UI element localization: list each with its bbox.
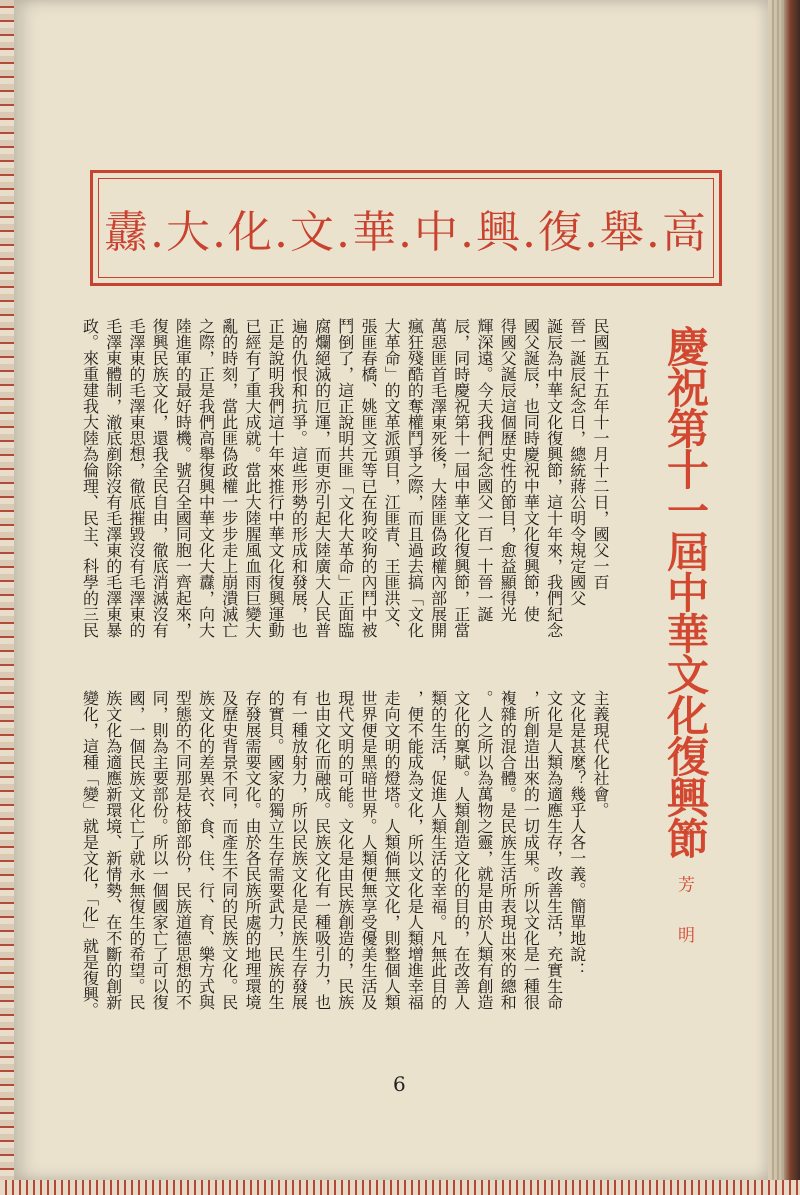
text-column: 得國父誕辰這個歷史性的節目，愈益顯得光 xyxy=(498,318,518,622)
text-column: 辰，同時慶祝第十一屆中華文化復興節，正當 xyxy=(451,318,471,638)
text-column: 已經有了重大成就。當此大陸腥風血雨巨變大 xyxy=(242,318,262,638)
text-column: 鬥倒了，這正說明共匪「文化大革命」正面臨 xyxy=(335,318,355,638)
text-column: 晉一誕辰紀念日，總統蔣公明令規定國父 xyxy=(567,318,587,606)
text-column: 也由文化而融成。民族文化有一種吸引力，也 xyxy=(312,690,332,1010)
text-column: 文化是人類為適應生存，改善生活，充實生命 xyxy=(544,690,564,1010)
text-column: 複雜的混合體。是民族生活所表現出來的總和 xyxy=(498,690,518,1010)
text-column: ，便不能成為文化，所以文化是人類增進幸福 xyxy=(405,690,425,1010)
text-column: 及歷史背景不同，而產生不同的民族文化。民 xyxy=(219,690,239,1010)
banner-frame xyxy=(90,170,722,286)
text-column: 毛澤東的毛澤東思想，徹底摧毀沒有毛澤東的 xyxy=(126,318,146,638)
article-body-bottom xyxy=(80,690,612,1050)
text-column: 走向文明的燈塔。人類倘無文化，則整個人類 xyxy=(382,690,402,1010)
text-column: 瘋狂殘酷的奪權鬥爭之際，而且過去搞「文化 xyxy=(405,318,425,638)
book-spine-left xyxy=(0,0,14,1195)
text-column: 現代文明的可能。文化是由民族創造的，民族 xyxy=(335,690,355,1010)
book-bottom-edge xyxy=(0,1180,800,1195)
text-column: 毛澤東體制，澈底剷除沒有毛澤東的毛澤東暴 xyxy=(103,318,123,638)
text-column: 輝深遠。今天我們紀念國父一百一十晉一誕 xyxy=(474,318,494,622)
page-edge-right xyxy=(768,0,800,1195)
text-column: 萬惡匪首毛澤東死後，大陸匪偽政權內部展開 xyxy=(428,318,448,638)
text-column: 主義現代化社會。 xyxy=(591,690,610,818)
text-column: 變化，這種「變」就是文化，「化」就是復興。 xyxy=(80,690,100,1018)
text-column: ，所創造出來的一切成果。所以文化是一種很 xyxy=(521,690,541,1010)
text-column: 國父誕辰，也同時慶祝中華文化復興節，使 xyxy=(521,318,541,622)
text-column: 文化的稟賦。人類創造文化的目的，在改善人 xyxy=(451,690,471,1010)
text-column: 之際，正是我們高舉復興中華文化大纛，向大 xyxy=(196,318,216,638)
text-column: 存發展需要文化。由於各民族所處的地理環境 xyxy=(242,690,262,1010)
text-column: 有一種放射力，所以民族文化是民族生存發展 xyxy=(289,690,309,1010)
text-column: 族文化的差異衣、食、住、行、育、樂方式與 xyxy=(196,690,216,1010)
text-columns-bottom xyxy=(78,690,612,1018)
text-column: 文化是甚麼？幾乎人各一義。簡單地說： xyxy=(567,690,587,978)
text-column: 的實貝。國家的獨立生存需要武力，民族的生 xyxy=(266,690,286,1010)
text-columns-top xyxy=(78,318,612,638)
text-column: 類的生活，促進人類生活的幸福。凡無此目的 xyxy=(428,690,448,1010)
text-column: 陸進軍的最好時機。號召全國同胞一齊起來， xyxy=(173,318,193,638)
text-column: 政。來重建我大陸為倫理、民主、科學的三民 xyxy=(80,318,100,638)
article-author: 季 芳 明 xyxy=(674,825,694,957)
text-column: 復興民族文化，還我全民自由，徹底消滅沒有 xyxy=(150,318,170,638)
article-body-top xyxy=(80,318,612,678)
text-column: 。人之所以為萬物之靈，就是由於人類有創造 xyxy=(474,690,494,1010)
text-column: 民國五十五年十一月十二日，國父一百 xyxy=(591,318,610,590)
text-column: 正是說明我們這十年來推行中華文化復興運動 xyxy=(266,318,286,638)
text-column: 大革命」的文革派頭目，江匪青、王匪洪文、 xyxy=(382,318,402,638)
banner-slogan: 高.舉.復.興.中.華.文.化.大.纛 xyxy=(104,207,708,258)
text-column: 世界便是黑暗世界。人類便無享受優美生活及 xyxy=(358,690,378,1010)
text-column: 遍的仇恨和抗爭。這些形勢的形成和發展，也 xyxy=(289,318,309,638)
banner-inner-frame xyxy=(98,178,714,278)
text-column: 腐爛絕滅的厄運，而更亦引起大陸廣大人民普 xyxy=(312,318,332,638)
text-column: 亂的時刻，當此匪偽政權一步步走上崩潰滅亡 xyxy=(219,318,239,638)
text-column: 型態的不同那是枝節部份，民族道德思想的不 xyxy=(173,690,193,1010)
text-column: 族文化為適應新環境、新情勢、在不斷的創新 xyxy=(103,690,123,1010)
article-title: 慶祝第十一屆中華文化復興節 xyxy=(661,325,710,858)
text-column: 國，一個民族文化亡了就永無復生的希望。民 xyxy=(126,690,146,1010)
page-number: 6 xyxy=(393,1072,406,1096)
text-column: 同，則為主要部份。所以一個國家亡了可以復 xyxy=(150,690,170,1010)
text-column: 張匪春橋、姚匪文元等已在狗咬狗的內鬥中被 xyxy=(358,318,378,638)
text-column: 誕辰為中華文化復興節，這十年來，我們紀念 xyxy=(544,318,564,638)
